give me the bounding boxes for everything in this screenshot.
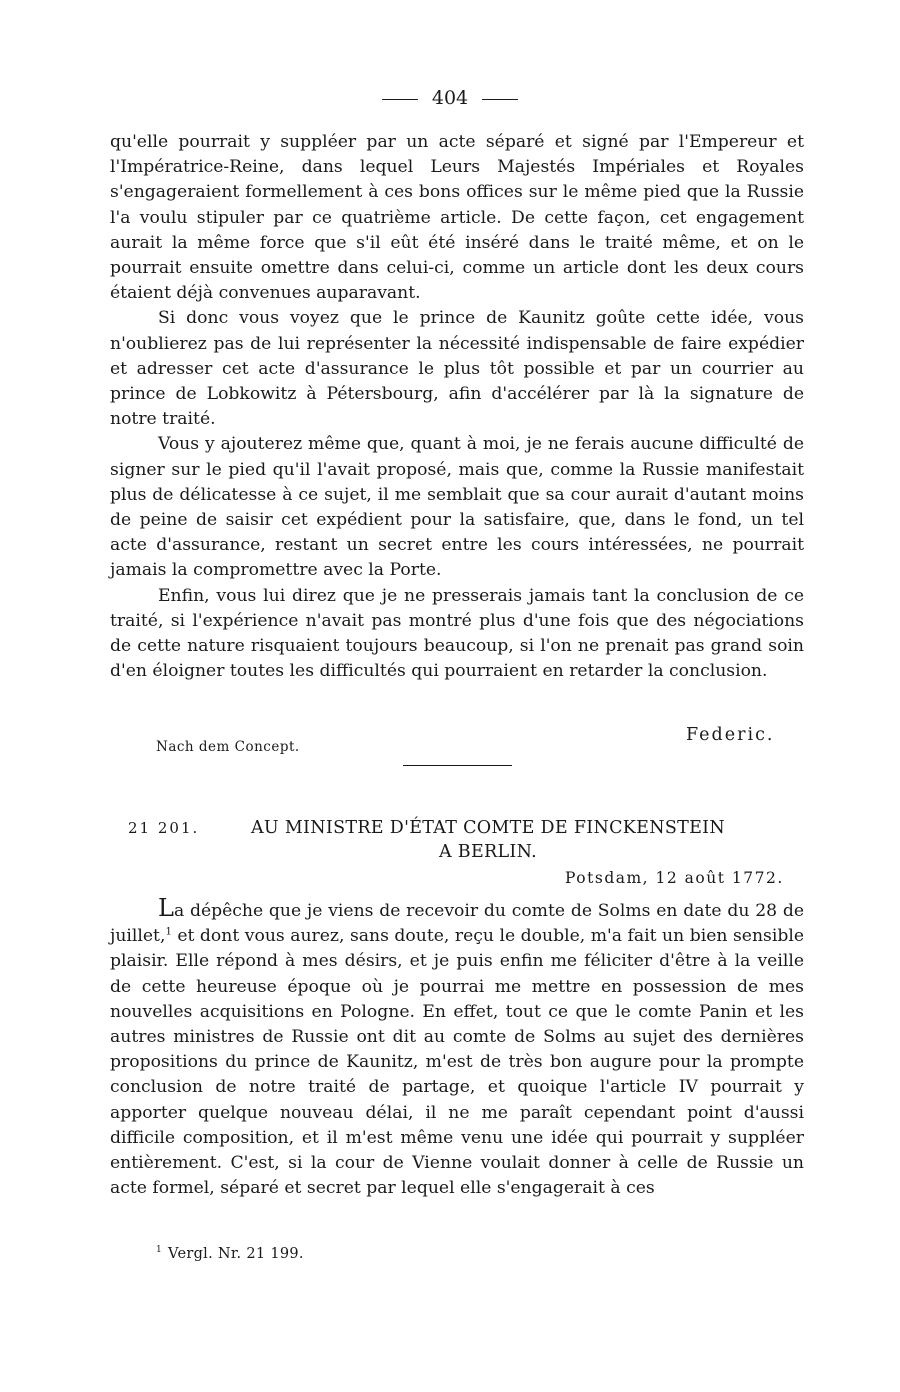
- letter-text-part-2: et dont vous aurez, sans doute, reçu le double, m'a fait un bien sensible plaisir. Elle répond à mes désirs, et je puis enfin me féliciter d'être à la veille de cette heureuse époque où je pourrai me mettre en possession de mes nouvelles acquisitions en Pologne. En effet, tout ce que le comte Panin et les autres ministres de Russie ont dit au comte de Solms au sujet des dernières propositions du prince de Kaunitz, m'est de très bon augure pour la prompte conclusion de notre traité de partage, et quoique l'article IV pourrait y apporter quelque nouveau délai, il ne me paraît cependant point d'aussi difficile composition, et il m'est même venu une idée qui pourrait y suppléer entièrement. C'est, si la cour de Vienne voulait donner à celle de Russie un acte formel, séparé et secret par lequel elle s'engagerait à ces: [110, 926, 804, 1199]
- source-note: Nach dem Concept.: [156, 739, 300, 755]
- footnote: [156, 1246, 304, 1262]
- continued-letter-body: [110, 130, 804, 684]
- footnote-mark: 1: [156, 1245, 163, 1256]
- letter-title-line-2: A BERLIN.: [438, 842, 537, 862]
- paragraph: Enfin, vous lui direz que je ne presserais jamais tant la conclusion de ce traité, si l'expérience n'avait pas montré plus d'une fois que des négociations de cette nature risquaient toujours beaucoup, si l'on ne prenait pas grand soin d'en éloigner toutes les difficultés qui pourraient en retarder la conclusion.: [110, 585, 804, 682]
- footnote-text: Vergl. Nr. 21 199.: [168, 1246, 304, 1262]
- letter-text-part-1: a dépêche que je viens de recevoir du comte de Solms en date du 28 de juillet,: [110, 901, 804, 947]
- letter-dateline: Potsdam, 12 août 1772.: [565, 869, 784, 887]
- letter-title-line-1: AU MINISTRE D'ÉTAT COMTE DE FINCKENSTEIN: [250, 818, 726, 838]
- paragraph: Si donc vous voyez que le prince de Kaunitz goûte cette idée, vous n'oublierez pas de lui représenter la nécessité indispensable de faire expédier et adresser cet acte d'assurance le plus tôt possible et par un courrier au prince de Lobkowitz à Pétersbourg, afin d'accélérer par là la signature de notre traité.: [110, 308, 804, 430]
- letter-body: [110, 896, 804, 1201]
- opening-letter: L: [158, 894, 174, 922]
- page-number-dash-left: [382, 99, 418, 100]
- footnote-reference: 1: [165, 926, 172, 938]
- page-number: [0, 84, 900, 112]
- signature: Federic.: [686, 725, 775, 745]
- section-divider: [403, 765, 512, 766]
- letter-number: 21 201.: [128, 819, 200, 837]
- paragraph: [110, 896, 804, 1201]
- paragraph: qu'elle pourrait y suppléer par un acte séparé et signé par l'Empereur et l'Impératrice-Reine, dans lequel Leurs Majestés Impériales et Royales s'engageraient formellement à ces bons offices sur le même pied que la Russie l'a voulu stipuler par ce quatrième article. De cette façon, cet engagement aurait la même force que s'il eût été inséré dans le traité même, et on le pourrait ensuite omettre dans celui-ci, comme un article dont les deux cours étaient déjà convenues auparavant.: [110, 132, 804, 304]
- paragraph: Vous y ajouterez même que, quant à moi, je ne ferais aucune difficulté de signer sur le pied qu'il l'avait proposé, mais que, comme la Russie manifestait plus de délicatesse à ce sujet, il me semblait que sa cour aurait d'autant moins de peine de saisir cet expédient pour la satisfaire, que, dans le fond, un tel acte d'assurance, restant un secret entre les cours intéressées, ne pourrait jamais la compromettre avec la Porte.: [110, 434, 804, 581]
- page-number-value: 404: [431, 87, 469, 109]
- page-number-dash-right: [482, 99, 518, 100]
- letter-heading: [128, 816, 788, 864]
